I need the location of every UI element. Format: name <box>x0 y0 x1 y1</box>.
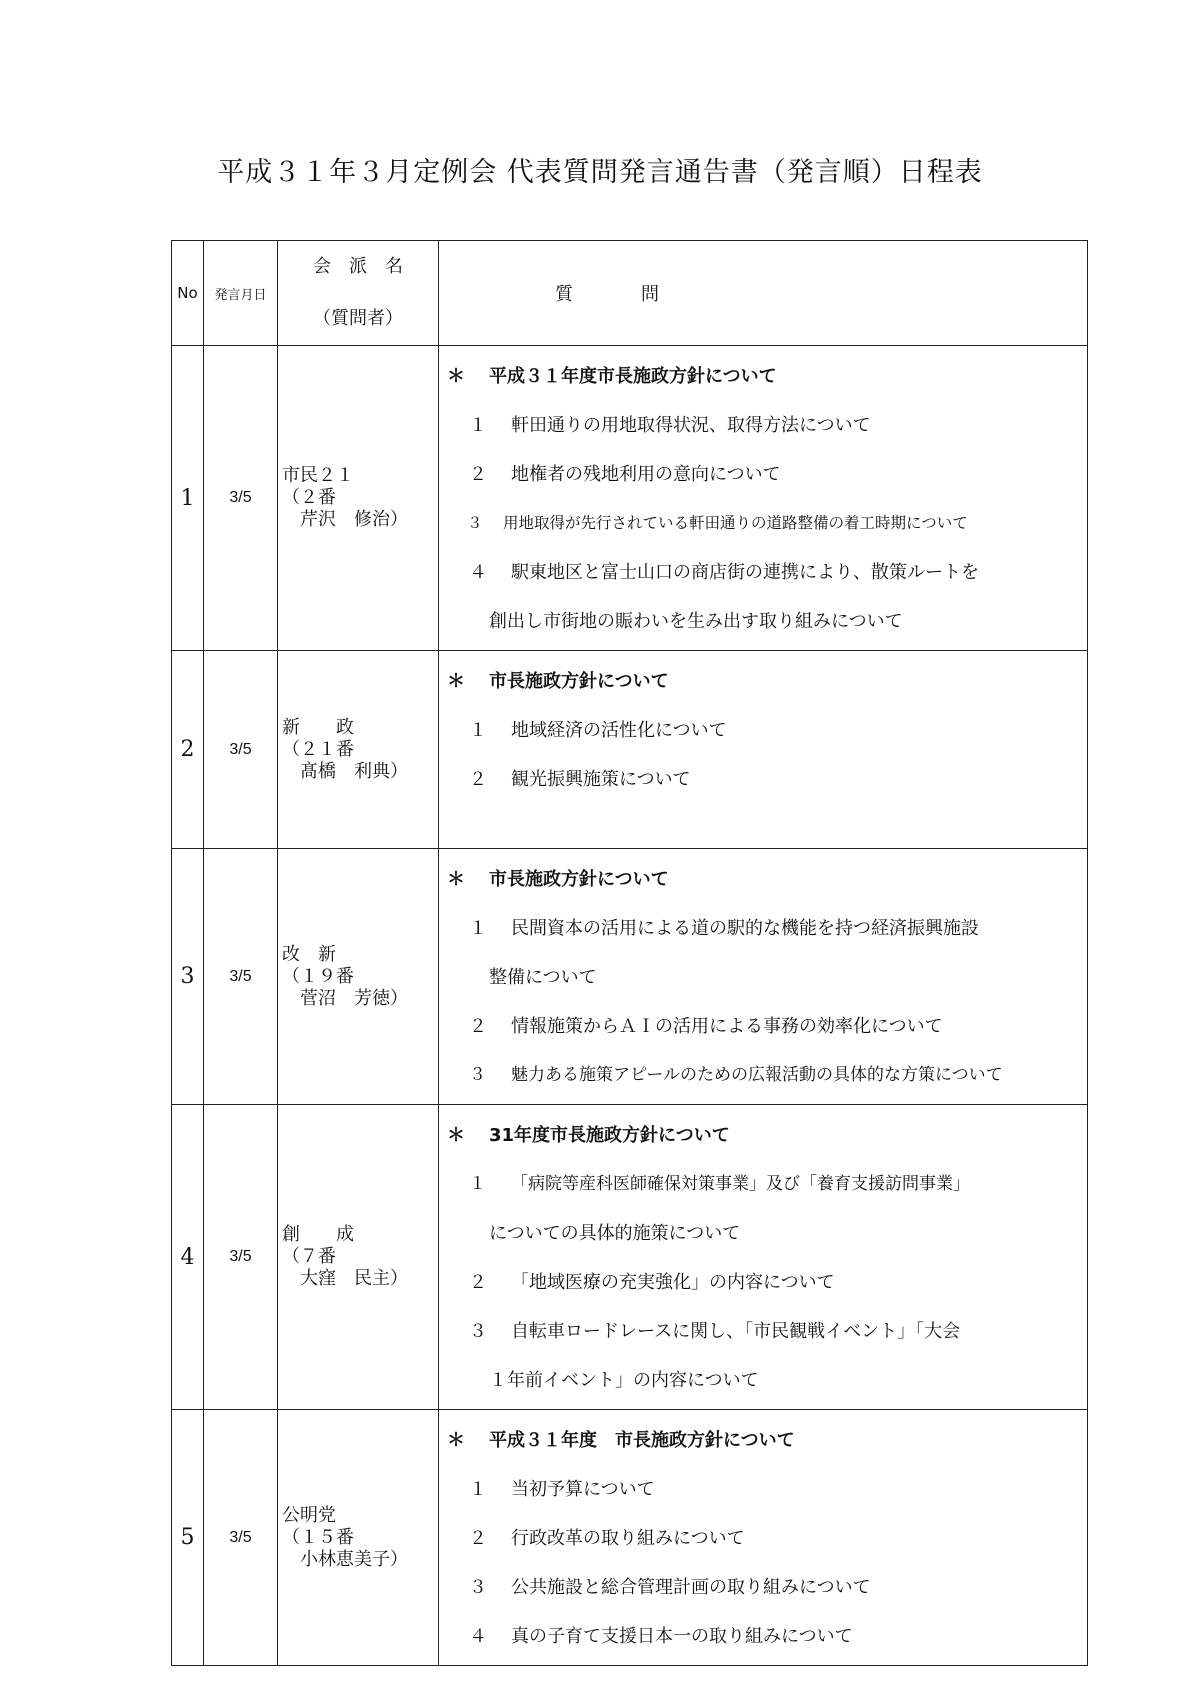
question-item-continuation: １年前イベント」の内容について <box>489 1370 759 1391</box>
row-group: 新 政 （２１番 髙橋 利典） <box>278 651 439 849</box>
question-item: ３ 公共施設と総合管理計画の取り組みについて <box>469 1577 871 1598</box>
header-question-char2: 問 <box>641 284 659 305</box>
header-no: No <box>172 241 204 346</box>
row-questions <box>439 1410 1088 1666</box>
question-heading: ＊ 平成３１年度 市長施政方針について <box>447 1430 795 1451</box>
row-no: 4 <box>172 1105 204 1410</box>
header-group <box>278 241 439 346</box>
question-item: ２ 情報施策からＡＩの活用による事務の効率化について <box>469 1016 943 1037</box>
table-row <box>172 1105 1088 1410</box>
header-row <box>172 241 1088 346</box>
question-item: ２ 観光振興施策について <box>469 769 691 790</box>
question-item: １ 当初予算について <box>469 1479 655 1500</box>
question-heading: ＊ 平成３１年度市長施政方針について <box>447 366 777 387</box>
question-item-continuation: 整備について <box>489 967 597 988</box>
question-heading: ＊ 市長施政方針について <box>447 869 669 890</box>
header-date: 発言月日 <box>204 241 278 346</box>
question-item: ４ 駅東地区と富士山口の商店街の連携により、散策ルートを <box>469 562 979 583</box>
row-date: 3/5 <box>204 346 278 651</box>
question-item: １ 「病院等産科医師確保対策事業」及び「養育支援訪問事業」 <box>469 1174 970 1194</box>
table-row <box>172 346 1088 651</box>
row-group: 創 成 （７番 大窪 民主） <box>278 1105 439 1410</box>
header-question-char1: 質 <box>555 284 573 305</box>
row-no: 3 <box>172 849 204 1105</box>
question-item: ３ 用地取得が先行されている軒田通りの道路整備の着工時期について <box>467 514 968 532</box>
row-questions <box>439 849 1088 1105</box>
row-date: 3/5 <box>204 1410 278 1666</box>
question-item: ２ 「地域医療の充実強化」の内容について <box>469 1272 835 1293</box>
row-questions <box>439 1105 1088 1410</box>
header-group-name: 会 派 名 <box>313 256 403 277</box>
question-item: １ 軒田通りの用地取得状況、取得方法について <box>469 415 871 436</box>
row-questions <box>439 346 1088 651</box>
row-group: 改 新 （１９番 菅沼 芳徳） <box>278 849 439 1105</box>
row-group: 公明党 （１５番 小林恵美子） <box>278 1410 439 1666</box>
table-row <box>172 849 1088 1105</box>
row-date: 3/5 <box>204 1105 278 1410</box>
schedule-table <box>171 240 1088 1666</box>
table-row <box>172 651 1088 849</box>
row-date: 3/5 <box>204 849 278 1105</box>
question-item: ２ 行政改革の取り組みについて <box>469 1528 745 1549</box>
question-heading: ＊ 31年度市長施政方針について <box>447 1125 730 1146</box>
question-heading: ＊ 市長施政方針について <box>447 671 669 692</box>
question-item: １ 地域経済の活性化について <box>469 720 727 741</box>
question-item-continuation: 創出し市街地の賑わいを生み出す取り組みについて <box>489 611 903 632</box>
question-item: ３ 自転車ロードレースに関し、「市民観戦イベント」「大会 <box>469 1321 961 1342</box>
question-item: ４ 真の子育て支援日本一の取り組みについて <box>469 1626 853 1647</box>
question-item-continuation: についての具体的施策について <box>489 1223 741 1244</box>
page-title: 平成３１年３月定例会 代表質問発言通告書（発言順）日程表 <box>217 157 983 188</box>
question-item: ２ 地権者の残地利用の意向について <box>469 464 781 485</box>
row-no: 2 <box>172 651 204 849</box>
row-no: 1 <box>172 346 204 651</box>
row-date: 3/5 <box>204 651 278 849</box>
question-item: １ 民間資本の活用による道の駅的な機能を持つ経済振興施設 <box>469 918 979 939</box>
table-row <box>172 1410 1088 1666</box>
row-questions <box>439 651 1088 849</box>
header-question <box>439 241 1088 346</box>
row-no: 5 <box>172 1410 204 1666</box>
question-item: ３ 魅力ある施策アピールのための広報活動の具体的な方策について <box>469 1065 1003 1085</box>
row-group: 市民２１ （２番 芹沢 修治） <box>278 346 439 651</box>
header-questioner: （質問者） <box>313 308 403 329</box>
